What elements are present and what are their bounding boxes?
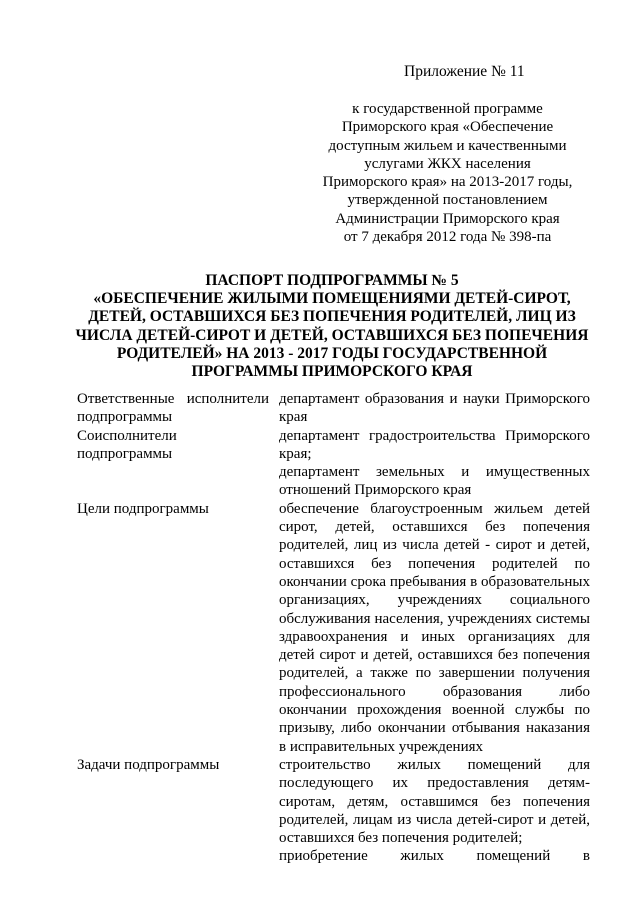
passport-row-value [279,390,590,427]
appendix-title: Приложение № 11 [404,63,525,80]
value-line: родителей, лиц из числа детей - сирот и детей, [279,537,590,554]
value-paragraph [279,390,590,427]
heading-line: РОДИТЕЛЕЙ» НА 2013 - 2017 ГОДЫ ГОСУДАРСТВЕННОЙ [116,344,548,362]
appendix-reference-line: доступным жильем и качественными [328,137,567,154]
label-line: Цели подпрограммы [77,500,209,517]
value-line: оставшихся без попечения родителей; [279,830,523,847]
label-line: Соисполнители [77,427,177,444]
appendix-reference-line: Приморского края» на 2013-2017 годы, [322,174,573,191]
label-line: подпрограммы [77,445,173,462]
label-line: Задачи подпрограммы [77,756,220,773]
passport-row-value [279,427,590,500]
heading-line: ЧИСЛА ДЕТЕЙ-СИРОТ И ДЕТЕЙ, ОСТАВШИХСЯ БЕЗ ПОПЕЧЕНИЯ [75,326,589,344]
passport-row-label [77,500,269,518]
value-line: в исправительных учреждениях [279,738,484,755]
value-line: обеспечение благоустроенным жильем детей [279,500,590,517]
value-paragraph [279,756,590,847]
value-line: профессионального образования либо [279,683,590,700]
value-line: строительство жилых помещений для [279,756,590,773]
heading-line: ПАСПОРТ ПОДПРОГРАММЫ № 5 [205,272,459,289]
value-line: оставшихся без попечения родителей по [279,555,590,572]
value-line: организациях, учреждениях социального [279,592,590,609]
value-line: призыву, либо окончании отбывания наказания [279,720,590,737]
appendix-reference [290,100,605,246]
passport-row-label [77,427,269,464]
value-paragraph [279,500,590,756]
value-line: окончании срока пребывания в образовательных [279,573,590,590]
heading-line: ПРОГРАММЫ ПРИМОРСКОГО КРАЯ [191,363,473,381]
value-line: сиротам, детям, оставшимся без попечения [279,793,590,810]
value-line: края [279,409,308,426]
appendix-reference-line: Администрации Приморского края [335,210,560,227]
value-paragraph [279,463,590,500]
appendix-reference-line: к государственной программе [352,101,543,117]
value-line: обслуживания населения, учреждениях системы [279,610,590,627]
label-line: подпрограммы [77,409,173,426]
value-line: приобретение жилых помещений в [279,848,590,865]
appendix-reference-line: от 7 декабря 2012 года № 398-па [343,229,552,246]
passport-row [77,500,597,756]
heading-line: ДЕТЕЙ, ОСТАВШИХСЯ БЕЗ ПОПЕЧЕНИЯ РОДИТЕЛЕЙ, ЛИЦ ИЗ [88,308,576,326]
passport-heading [62,272,602,381]
passport-row-value [279,756,590,866]
appendix-reference-line: услугами ЖКХ населения [364,155,531,172]
value-line: отношений Приморского края [279,482,472,499]
value-paragraph [279,847,590,865]
value-line: родителей, а также по завершении получения [279,665,590,682]
value-line: здравоохранения и иных организациях для [279,628,590,645]
appendix-reference-line: Приморского края «Обеспечение [341,119,554,136]
value-paragraph [279,427,590,464]
passport-row-value [279,500,590,756]
passport-row [77,390,597,427]
passport-row-label [77,756,269,774]
value-line: департамент земельных и имущественных [279,464,590,481]
value-line: департамент градостроительства Приморского [279,427,590,444]
value-line: края; [279,445,312,462]
value-line: родителей, лицам из числа детей-сирот и детей, [279,811,590,828]
value-line: детей сирот и детей, оставшихся без попечения [279,647,590,664]
passport-row [77,756,597,866]
passport-row [77,427,597,500]
passport-table [77,390,597,866]
label-line: Ответственные исполнители [77,391,269,407]
passport-row-label [77,390,269,427]
value-line: окончании прохождения военной службы по [279,702,590,719]
appendix-reference-line: утвержденной постановлением [347,192,548,209]
heading-line: «ОБЕСПЕЧЕНИЕ ЖИЛЫМИ ПОМЕЩЕНИЯМИ ДЕТЕЙ-СИРОТ, [93,290,571,308]
value-line: последующего их предоставления детям- [279,775,590,792]
value-line: сирот, детей, оставшихся без попечения [279,519,590,536]
value-line: департамент образования и науки Приморского [279,391,590,407]
